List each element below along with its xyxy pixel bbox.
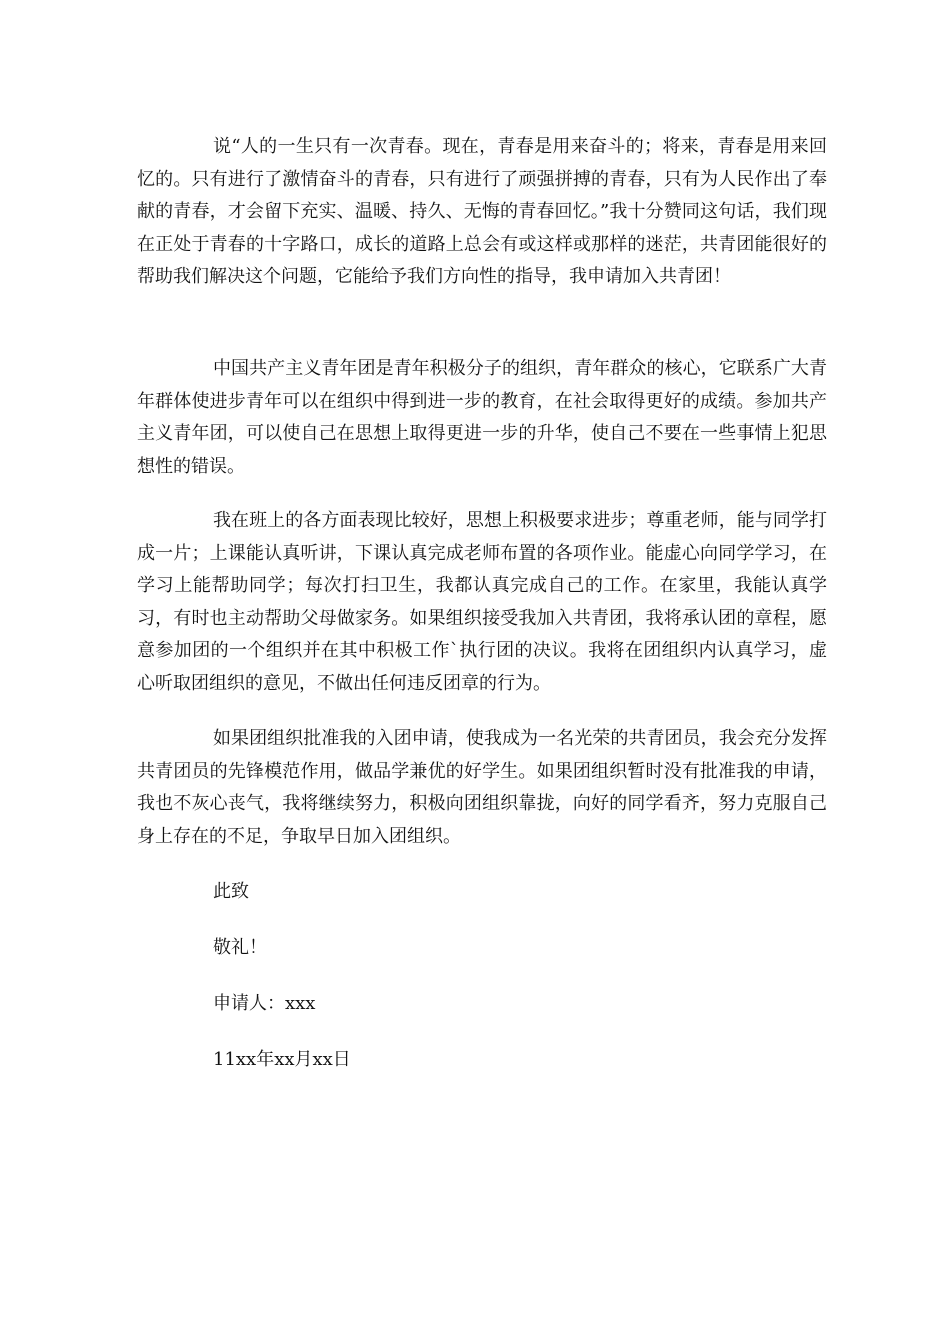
paragraph-3: 我在班上的各方面表现比较好，思想上积极要求进步；尊重老师，能与同学打成一片；上课能认真听讲，下课认真完成老师布置的各项作业。能虚心向同学学习，在学习上能帮助同学；每次打扫卫生，我都认真完成自己的工作。在家里，我能认真学习，有时也主动帮助父母做家务。如果组织接受我加入共青团，我将承认团的章程，愿意参加团的一个组织并在其中积极工作`执行团的决议。我将在团组织内认真学习，虚心听取团组织的意见，不做出任何违反团章的行为。 — [137, 510, 827, 694]
paragraph-1: 说“人的一生只有一次青春。现在，青春是用来奋斗的；将来，青春是用来回忆的。只有进行了激情奋斗的青春，只有进行了顽强拼搏的青春，只有为人民作出了奉献的青春，才会留下充实、温暖、持久、无悔的青春回忆。”我十分赞同这句话，我们现在正处于青春的十字路口，成长的道路上总会有或这样或那样的迷茫，共青团能很好的帮助我们解决这个问题，它能给予我们方向性的指导，我申请加入共青团！ — [137, 136, 827, 287]
date-line: 11xx年xx月xx日 — [213, 1049, 351, 1070]
paragraph-4: 如果团组织批准我的入团申请，使我成为一名光荣的共青团员，我会充分发挥共青团员的先锋模范作用，做品学兼优的好学生。如果团组织暂时没有批准我的申请，我也不灰心丧气，我将继续努力，积极向团组织靠拢，向好的同学看齐，努力克服自己身上存在的不足，争取早日加入团组织。 — [137, 728, 827, 847]
salute-text: 敬礼！ — [213, 937, 267, 958]
closing-text: 此致 — [213, 881, 249, 902]
applicant-line: 申请人：xxx — [213, 993, 316, 1014]
paragraph-2: 中国共产主义青年团是青年积极分子的组织，青年群众的核心，它联系广大青年群体使进步青年可以在组织中得到进一步的教育，在社会取得更好的成绩。参加共产主义青年团，可以使自己在思想上取得更进一步的升华，使自己不要在一些事情上犯思想性的错误。 — [137, 358, 827, 477]
